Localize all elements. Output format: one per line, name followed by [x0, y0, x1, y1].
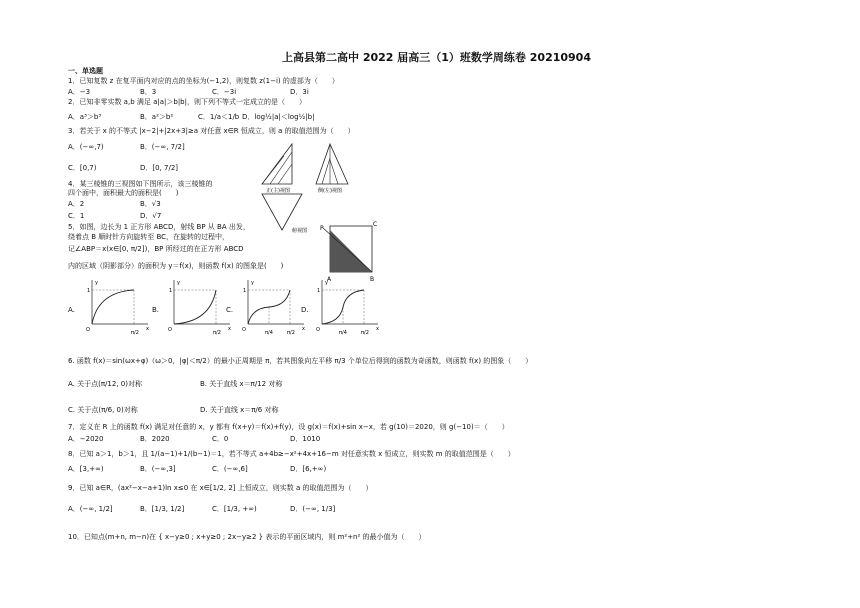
q6-stem: 6. 函数 f(x)＝sin(ωx+φ)（ω＞0，|φ|＜π/2）的最小正周期是 π，若其图象向左平移 π/3 个单位后得到的函数为奇函数，则函数 f(x) 的图象（ ） — [68, 357, 533, 365]
q3-stem: 3．若关于 x 的不等式 |x−2|+|2x+3|≥a 对任意 x∈R 恒成立，则 a 的取值范围为（ ） — [68, 127, 355, 135]
q5-option-b-label: B. — [152, 306, 160, 314]
q6-option-d: D. 关于直线 x＝π/6 对称 — [200, 406, 279, 414]
tick-one-c: 1 — [243, 288, 247, 294]
tick-one-b: 1 — [169, 288, 173, 294]
axis-y-b: y — [177, 280, 180, 286]
q5-line1: 5．如图，边长为 1 正方形 ABCD，射线 BP 从 BA 出发， — [68, 223, 250, 231]
axis-y-a: y — [95, 280, 98, 286]
q5-option-c-label: C. — [226, 306, 234, 314]
q4-option-d: D．√7 — [140, 212, 162, 220]
axis-x-d: x — [376, 326, 379, 332]
q5-graph-c — [238, 278, 308, 342]
q4-option-b: B．√3 — [140, 200, 161, 208]
q7-option-d: D．1010 — [290, 435, 321, 443]
q2-option-a: A．a³＞b³ — [68, 113, 102, 121]
q8-option-d: D．[6,+∞) — [290, 465, 327, 473]
q5-graph-a — [82, 278, 152, 342]
q2-option-d: D．log½|a|＜log½|b| — [242, 113, 315, 121]
q5-line3: 记∠ABP＝x(x∈[0, π/2])，BP 所经过的在正方形 ABCD — [68, 245, 244, 253]
origin-a: O — [86, 327, 90, 333]
q3-option-d: D．[0, 7/2] — [140, 164, 179, 172]
curve-a — [92, 290, 134, 324]
top-view — [262, 194, 302, 230]
q6-option-a: A. 关于点(π/12, 0)对称 — [68, 380, 142, 388]
q2-stem: 2．已知非零实数 a,b 满足 a|a|＞b|b|，则下列不等式一定成立的是（ ） — [68, 98, 306, 106]
q5-option-d-label: D. — [301, 306, 309, 314]
q8-stem: 8．已知 a＞1，b＞1，且 1/(a−1)+1/(b−1)＝1，若不等式 a+4b≥−x²+4x+16−m 对任意实数 x 恒成立，则实数 m 的取值范围是（ ） — [68, 450, 515, 458]
q1-option-c: C．−3i — [212, 88, 237, 96]
tick-pi4-d: π/4 — [339, 330, 347, 336]
q9-option-b: B．[1/3, 1/2] — [140, 505, 185, 513]
q1-option-d: D．3i — [290, 88, 309, 96]
label-c: C — [373, 221, 378, 228]
q3-option-a: A．(−∞,7) — [68, 143, 104, 151]
q4-stem-line1: 4．某三棱锥的三视图如下图所示，该三棱锥的 — [68, 180, 213, 188]
tick-pi2-d: π/2 — [361, 330, 369, 336]
q5-line2: 绕着点 B 顺时针方向旋转至 BC，在旋转的过程中， — [68, 233, 230, 241]
q3-option-c: C．[0,7) — [68, 164, 97, 172]
front-view-label: 正(主)视图 — [266, 188, 290, 194]
origin-c: O — [242, 327, 246, 333]
top-view-label: 俯视图 — [292, 228, 308, 234]
axis-x-c: x — [302, 326, 305, 332]
q1-option-b: B．3 — [140, 88, 157, 96]
front-view — [262, 144, 292, 184]
q9-option-a: A．(−∞, 1/2] — [68, 505, 113, 513]
q7-option-a: A．−2020 — [68, 435, 104, 443]
q2-option-c: C．1/a＜1/b — [198, 113, 240, 121]
curve-b — [174, 290, 216, 324]
tick-pi2-b: π/2 — [213, 330, 221, 336]
q6-option-b: B. 关于直线 x＝π/12 对称 — [200, 380, 283, 388]
side-view-label: 侧(左)视图 — [318, 188, 342, 194]
q9-option-c: C．[1/3, +∞) — [212, 505, 257, 513]
tick-pi2-a: π/2 — [131, 330, 139, 336]
q8-option-c: C．(−∞,6] — [212, 465, 248, 473]
q8-option-b: B．(−∞,3] — [140, 465, 176, 473]
axis-x-b: x — [228, 326, 231, 332]
label-b: B — [370, 276, 375, 283]
tick-pi4-c: π/4 — [265, 330, 273, 336]
q5-graph-b — [164, 278, 234, 342]
q3-option-b: B．(−∞, 7/2] — [140, 143, 185, 151]
q4-stem-line2: 四个面中，面积最大的面积是( ) — [68, 189, 179, 197]
shaded-region — [330, 230, 372, 272]
q4-option-c: C．1 — [68, 212, 85, 220]
axis-y-c: y — [251, 280, 254, 286]
side-view — [316, 144, 348, 184]
q10-stem: 10．已知点(m+n, m−n)在 { x−y≥0 ; x+y≥0 ; 2x−y≥2 } 表示的平面区域内，则 m²+n² 的最小值为（ ） — [68, 533, 426, 541]
q1-stem: 1．已知复数 z 在复平面内对应的点的坐标为(−1,2)，则复数 z(1−i) 的虚部为（ ） — [68, 77, 339, 85]
q1-option-a: A．−3 — [68, 88, 91, 96]
q6-option-c: C. 关于点(π/6, 0)对称 — [68, 406, 138, 414]
q9-option-d: D．(−∞, 1/3] — [290, 505, 336, 513]
q4-option-a: A．2 — [68, 200, 85, 208]
q5-line4: 内的区域（阴影部分）的面积为 y＝f(x)，则函数 f(x) 的图象是( ) — [68, 262, 284, 270]
section-heading: 一、单选题 — [68, 67, 103, 75]
axis-y-d: y — [325, 280, 328, 286]
tick-one-a: 1 — [87, 288, 91, 294]
q8-option-a: A．[3,+∞) — [68, 465, 104, 473]
label-p: P — [320, 225, 324, 232]
origin-b: O — [168, 327, 172, 333]
label-a: A — [327, 276, 332, 283]
axis-x-a: x — [146, 326, 149, 332]
origin-d: O — [316, 327, 320, 333]
q5-graph-d — [312, 278, 382, 342]
page-title: 上高县第二高中 2022 届高三（1）班数学周练卷 20210904 — [282, 51, 591, 64]
q7-option-c: C．0 — [212, 435, 229, 443]
tick-one-d: 1 — [317, 288, 321, 294]
q5-option-a-label: A. — [68, 306, 75, 314]
q2-option-b: B．a²＞b² — [140, 113, 174, 121]
q9-stem: 9．已知 a∈R，(ax²−x−a+1)ln x≤0 在 x∈[1/2, 2] 上恒成立，则实数 a 的取值范围为（ ） — [68, 484, 373, 492]
tick-pi2-c: π/2 — [287, 330, 295, 336]
square-diagram — [318, 220, 380, 284]
q7-option-b: B．2020 — [140, 435, 170, 443]
q7-stem: 7．定义在 R 上的函数 f(x) 满足对任意的 x，y 都有 f(x+y)＝f(x)+f(y)，设 g(x)＝f(x)+sin x−x，若 g(10)＝2020，则 g(−10)＝（ ） — [68, 423, 509, 431]
